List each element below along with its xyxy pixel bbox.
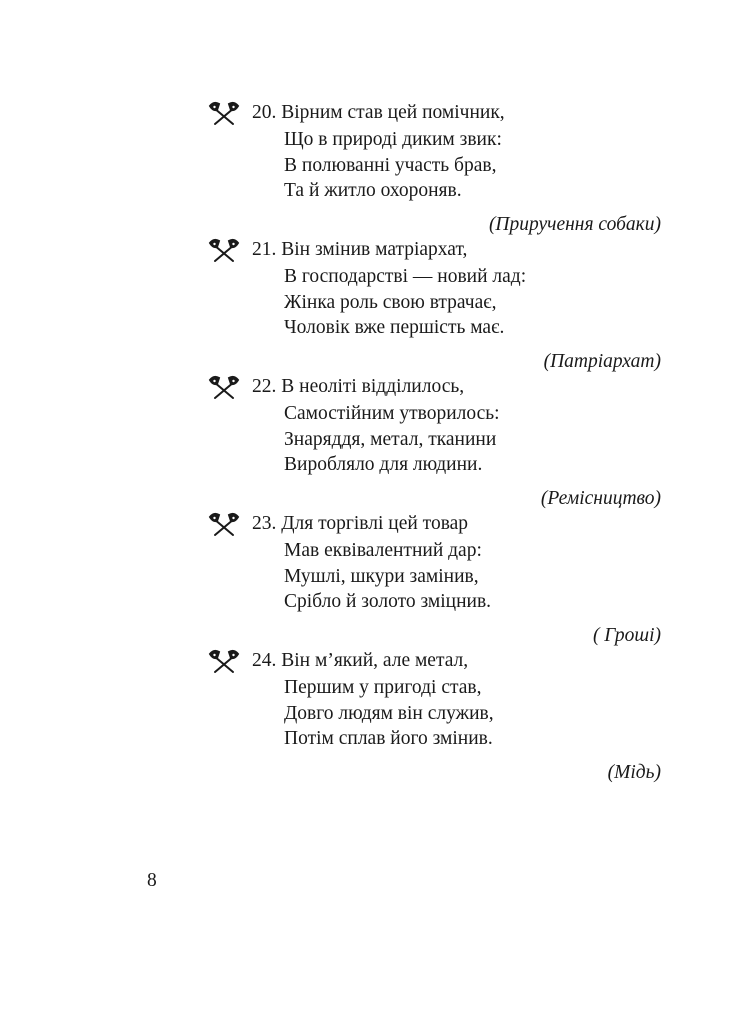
riddle-line: Потім сплав його змінив. — [284, 728, 493, 749]
riddle-head — [207, 648, 661, 675]
riddle-line: Мав еквівалентний дар: — [284, 540, 482, 561]
page-number: 8 — [147, 870, 157, 891]
riddle-23 — [207, 511, 661, 648]
riddle-line: Срібло й золото зміцнив. — [284, 591, 492, 612]
riddle-answer: (Патріархат) — [543, 350, 661, 372]
riddle-answer: (Ремісництво) — [540, 487, 661, 509]
riddle-answer: ( Гроші) — [592, 624, 661, 646]
riddle-line: Та й житло охороняв. — [284, 180, 462, 201]
riddle-line: Що в природі диким звик: — [284, 129, 502, 150]
riddle-line: Чоловік вже першість має. — [284, 317, 505, 338]
riddle-line: Довго людям він служив, — [284, 702, 494, 724]
riddle-line: В полюванні участь брав, — [284, 154, 497, 176]
riddle-22 — [207, 374, 661, 511]
crossed-axes-icon — [207, 237, 241, 263]
riddle-line: 23. Для торгівлі цей товар — [252, 513, 469, 534]
riddle-head — [207, 374, 661, 401]
riddle-answer: (Мідь) — [607, 761, 661, 783]
riddle-line: 22. В неоліті відділилось, — [252, 376, 465, 397]
riddle-line: 21. Він змінив матріархат, — [252, 239, 468, 260]
crossed-axes-icon — [207, 511, 241, 537]
riddle-head — [207, 100, 661, 127]
riddle-line: Жінка роль свою втрачає, — [284, 291, 497, 313]
crossed-axes-icon — [207, 374, 241, 400]
riddle-21 — [207, 237, 661, 374]
crossed-axes-icon — [207, 100, 241, 126]
riddle-line: Мушлі, шкури замінив, — [284, 565, 479, 587]
riddle-head — [207, 511, 661, 538]
riddle-line: Знаряддя, метал, тканини — [284, 428, 497, 450]
riddle-24 — [207, 648, 661, 785]
riddle-head — [207, 237, 661, 264]
riddle-line: В господарстві — новий лад: — [284, 266, 527, 287]
riddle-line: Виробляло для людини. — [284, 454, 483, 475]
riddle-line: Першим у пригоді став, — [284, 677, 482, 698]
riddle-20 — [207, 100, 661, 237]
riddle-line: 20. Вірним став цей помічник, — [252, 102, 505, 123]
riddle-line: 24. Він м’який, але метал, — [252, 650, 469, 671]
crossed-axes-icon — [207, 648, 241, 674]
riddle-answer: (Приручення собаки) — [488, 213, 661, 235]
riddle-line: Самостійним утворилось: — [284, 403, 500, 424]
